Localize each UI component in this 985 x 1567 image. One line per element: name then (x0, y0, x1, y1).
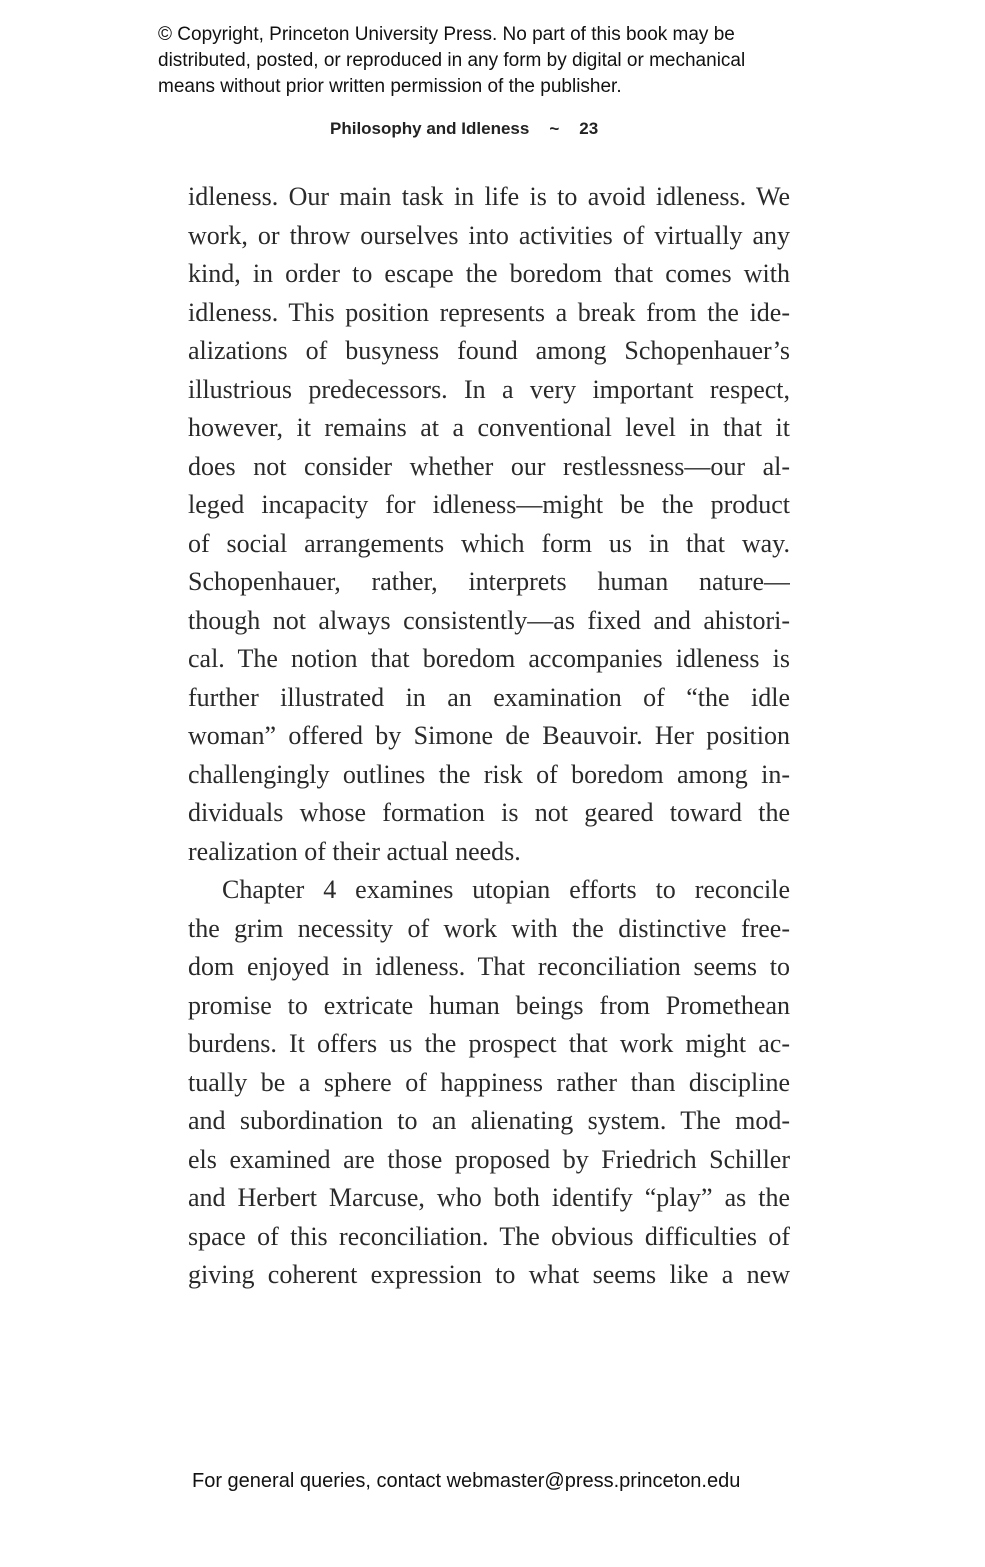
text-line: space of this reconciliation. The obvious difficulties of (188, 1221, 790, 1251)
text-line: does not consider whether our restlessness—our al- (188, 451, 790, 481)
running-head-title: Philosophy and Idleness (330, 119, 530, 138)
text-line: dividuals whose formation is not geared toward the (188, 798, 790, 827)
text-line: and Herbert Marcuse, who both identify “play” as the (188, 1183, 790, 1212)
text-line: giving coherent expression to what seems like a new (188, 1260, 790, 1289)
text-line: woman” offered by Simone de Beauvoir. Her position (188, 721, 790, 750)
page-number: 23 (579, 119, 599, 138)
text-line: els examined are those proposed by Friedrich Schiller (188, 1144, 790, 1174)
text-line: the grim necessity of work with the distinctive free- (188, 913, 790, 943)
running-head (330, 118, 598, 140)
text-line: cal. The notion that boredom accompanies idleness is (188, 644, 790, 673)
copyright-line: distributed, posted, or reproduced in any form by digital or mechanical (158, 50, 746, 71)
text-line: realization of their actual needs. (188, 836, 521, 866)
text-line: challengingly outlines the risk of boredom among in- (188, 759, 790, 789)
text-line: dom enjoyed in idleness. That reconciliation seems to (188, 952, 790, 981)
running-head-separator: ~ (549, 119, 560, 138)
text-line: idleness. Our main task in life is to avoid idleness. We (188, 182, 790, 211)
copyright-line: © Copyright, Princeton University Press. No part of this book may be (158, 24, 735, 45)
text-line: Chapter 4 examines utopian efforts to reconcile (222, 875, 790, 904)
copyright-notice (158, 22, 858, 100)
text-line: though not always consistently—as fixed and ahistori- (188, 605, 790, 635)
text-line: Schopenhauer, rather, interprets human nature— (188, 567, 790, 596)
paragraph (188, 871, 790, 1295)
paragraph (188, 178, 790, 871)
text-line: promise to extricate human beings from Promethean (188, 990, 790, 1020)
text-line: kind, in order to escape the boredom that comes with (188, 259, 790, 288)
text-line: burdens. It offers us the prospect that work might ac- (188, 1029, 790, 1058)
text-line: work, or throw ourselves into activities of virtually any (188, 220, 790, 250)
text-line: tually be a sphere of happiness rather than discipline (188, 1067, 790, 1097)
text-line: and subordination to an alienating system. The mod- (188, 1106, 790, 1135)
text-line: illustrious predecessors. In a very important respect, (188, 374, 790, 404)
text-line: leged incapacity for idleness—might be the product (188, 490, 790, 519)
text-line: idleness. This position represents a break from the ide- (188, 297, 790, 327)
body-text (188, 178, 790, 1295)
text-line: of social arrangements which form us in that way. (188, 528, 790, 558)
text-line: however, it remains at a conventional level in that it (188, 413, 790, 442)
text-line: further illustrated in an examination of “the idle (188, 682, 790, 712)
footer-contact: For general queries, contact webmaster@press.princeton.edu (192, 1470, 741, 1492)
copyright-line: means without prior written permission of the publisher. (158, 76, 622, 97)
text-line: alizations of busyness found among Schopenhauer’s (188, 336, 790, 365)
